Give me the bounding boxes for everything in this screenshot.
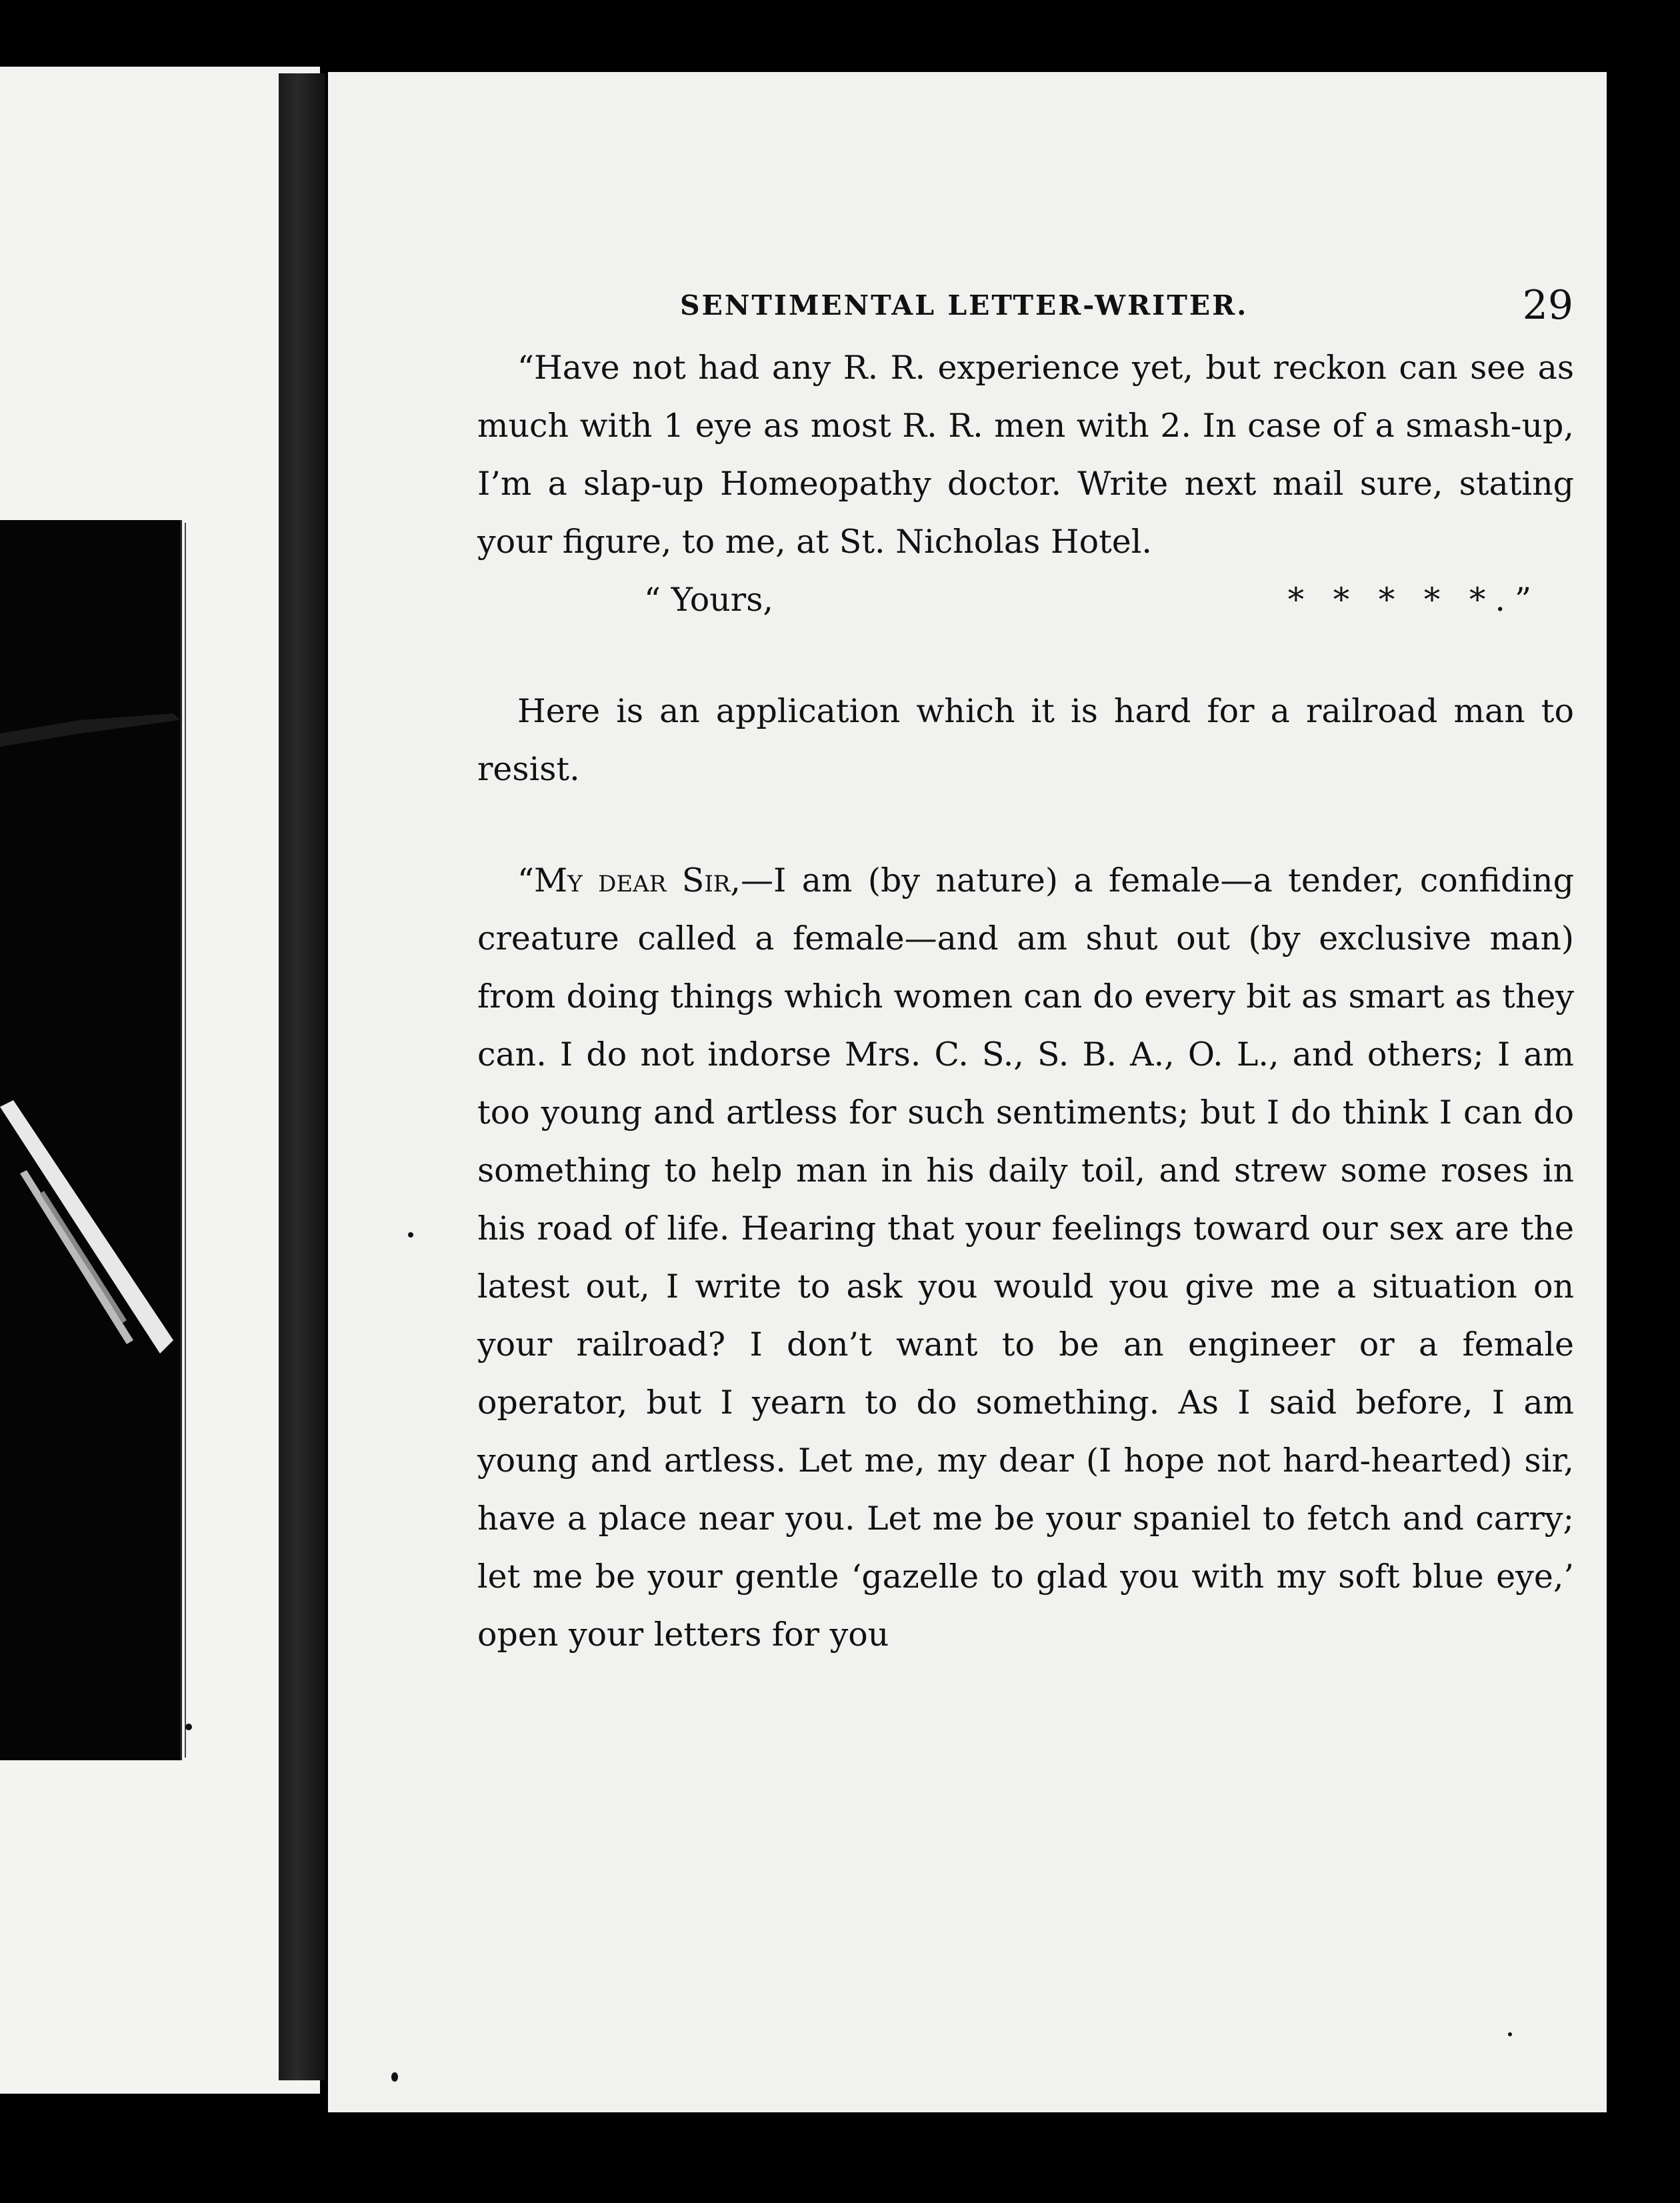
book-gutter [279, 73, 325, 2080]
letter-one-body: “Have not had any R. R. experience yet, but reckon can see as much with 1 eye as most R. R. men with 2. In case of a smash-up, I’m a slap-up Homeopathy doctor. Write next mail sure, stating your figure, to me, at St. Nicholas Hotel. [477, 349, 1574, 561]
letter-two-body [477, 851, 1574, 1664]
page-header [328, 265, 1607, 345]
intro-paragraph: Here is an application which it is hard for a railroad man to resist. [477, 692, 1574, 788]
ink-speck [408, 1232, 413, 1238]
previous-page [0, 67, 320, 2094]
letter-one-signature: * * * * *.” [1287, 581, 1541, 619]
letter-one-signoff [477, 571, 1574, 629]
section-gap [477, 798, 1574, 851]
running-title: SENTIMENTAL LETTER-WRITER. [680, 289, 1249, 321]
letter-one-closing: “ Yours, [644, 581, 773, 619]
page-29 [328, 72, 1607, 2112]
letter-two-text: —I am (by nature) a female—a tender, confiding creature called a female—and am shut out (by exclusive man) from doing things which women can do every bit as smart as they can. I do not indorse Mrs. C. S., S. B. A., O. L., and others; I am too young and artless for such sentiments; but I do think I can do something to help man in his daily toil, and strew some roses in his road of life. Hearing that your feelings toward our sex are the latest out, I write to ask you would you give me a situation on your railroad? I don’t want to be an engineer or a female operator, but I yearn to do something. As I said before, I am young and artless. Let me, my dear (I hope not hard-hearted) sir, have a place near you. Let me be your spaniel to fetch and carry; let me be your gentle ‘gazelle to glad you with my soft blue eye,’ open your letters for you [477, 861, 1574, 1654]
page-number: 29 [1522, 282, 1573, 329]
illustration-plate [0, 520, 182, 1760]
ink-speck [1508, 2032, 1512, 2036]
page-body [477, 339, 1574, 1664]
ink-speck [185, 1724, 192, 1730]
section-gap [477, 629, 1574, 682]
illustration-image [0, 520, 180, 1760]
letter-two-salutation: “My dear Sir, [517, 861, 741, 899]
ink-speck [391, 2072, 398, 2082]
